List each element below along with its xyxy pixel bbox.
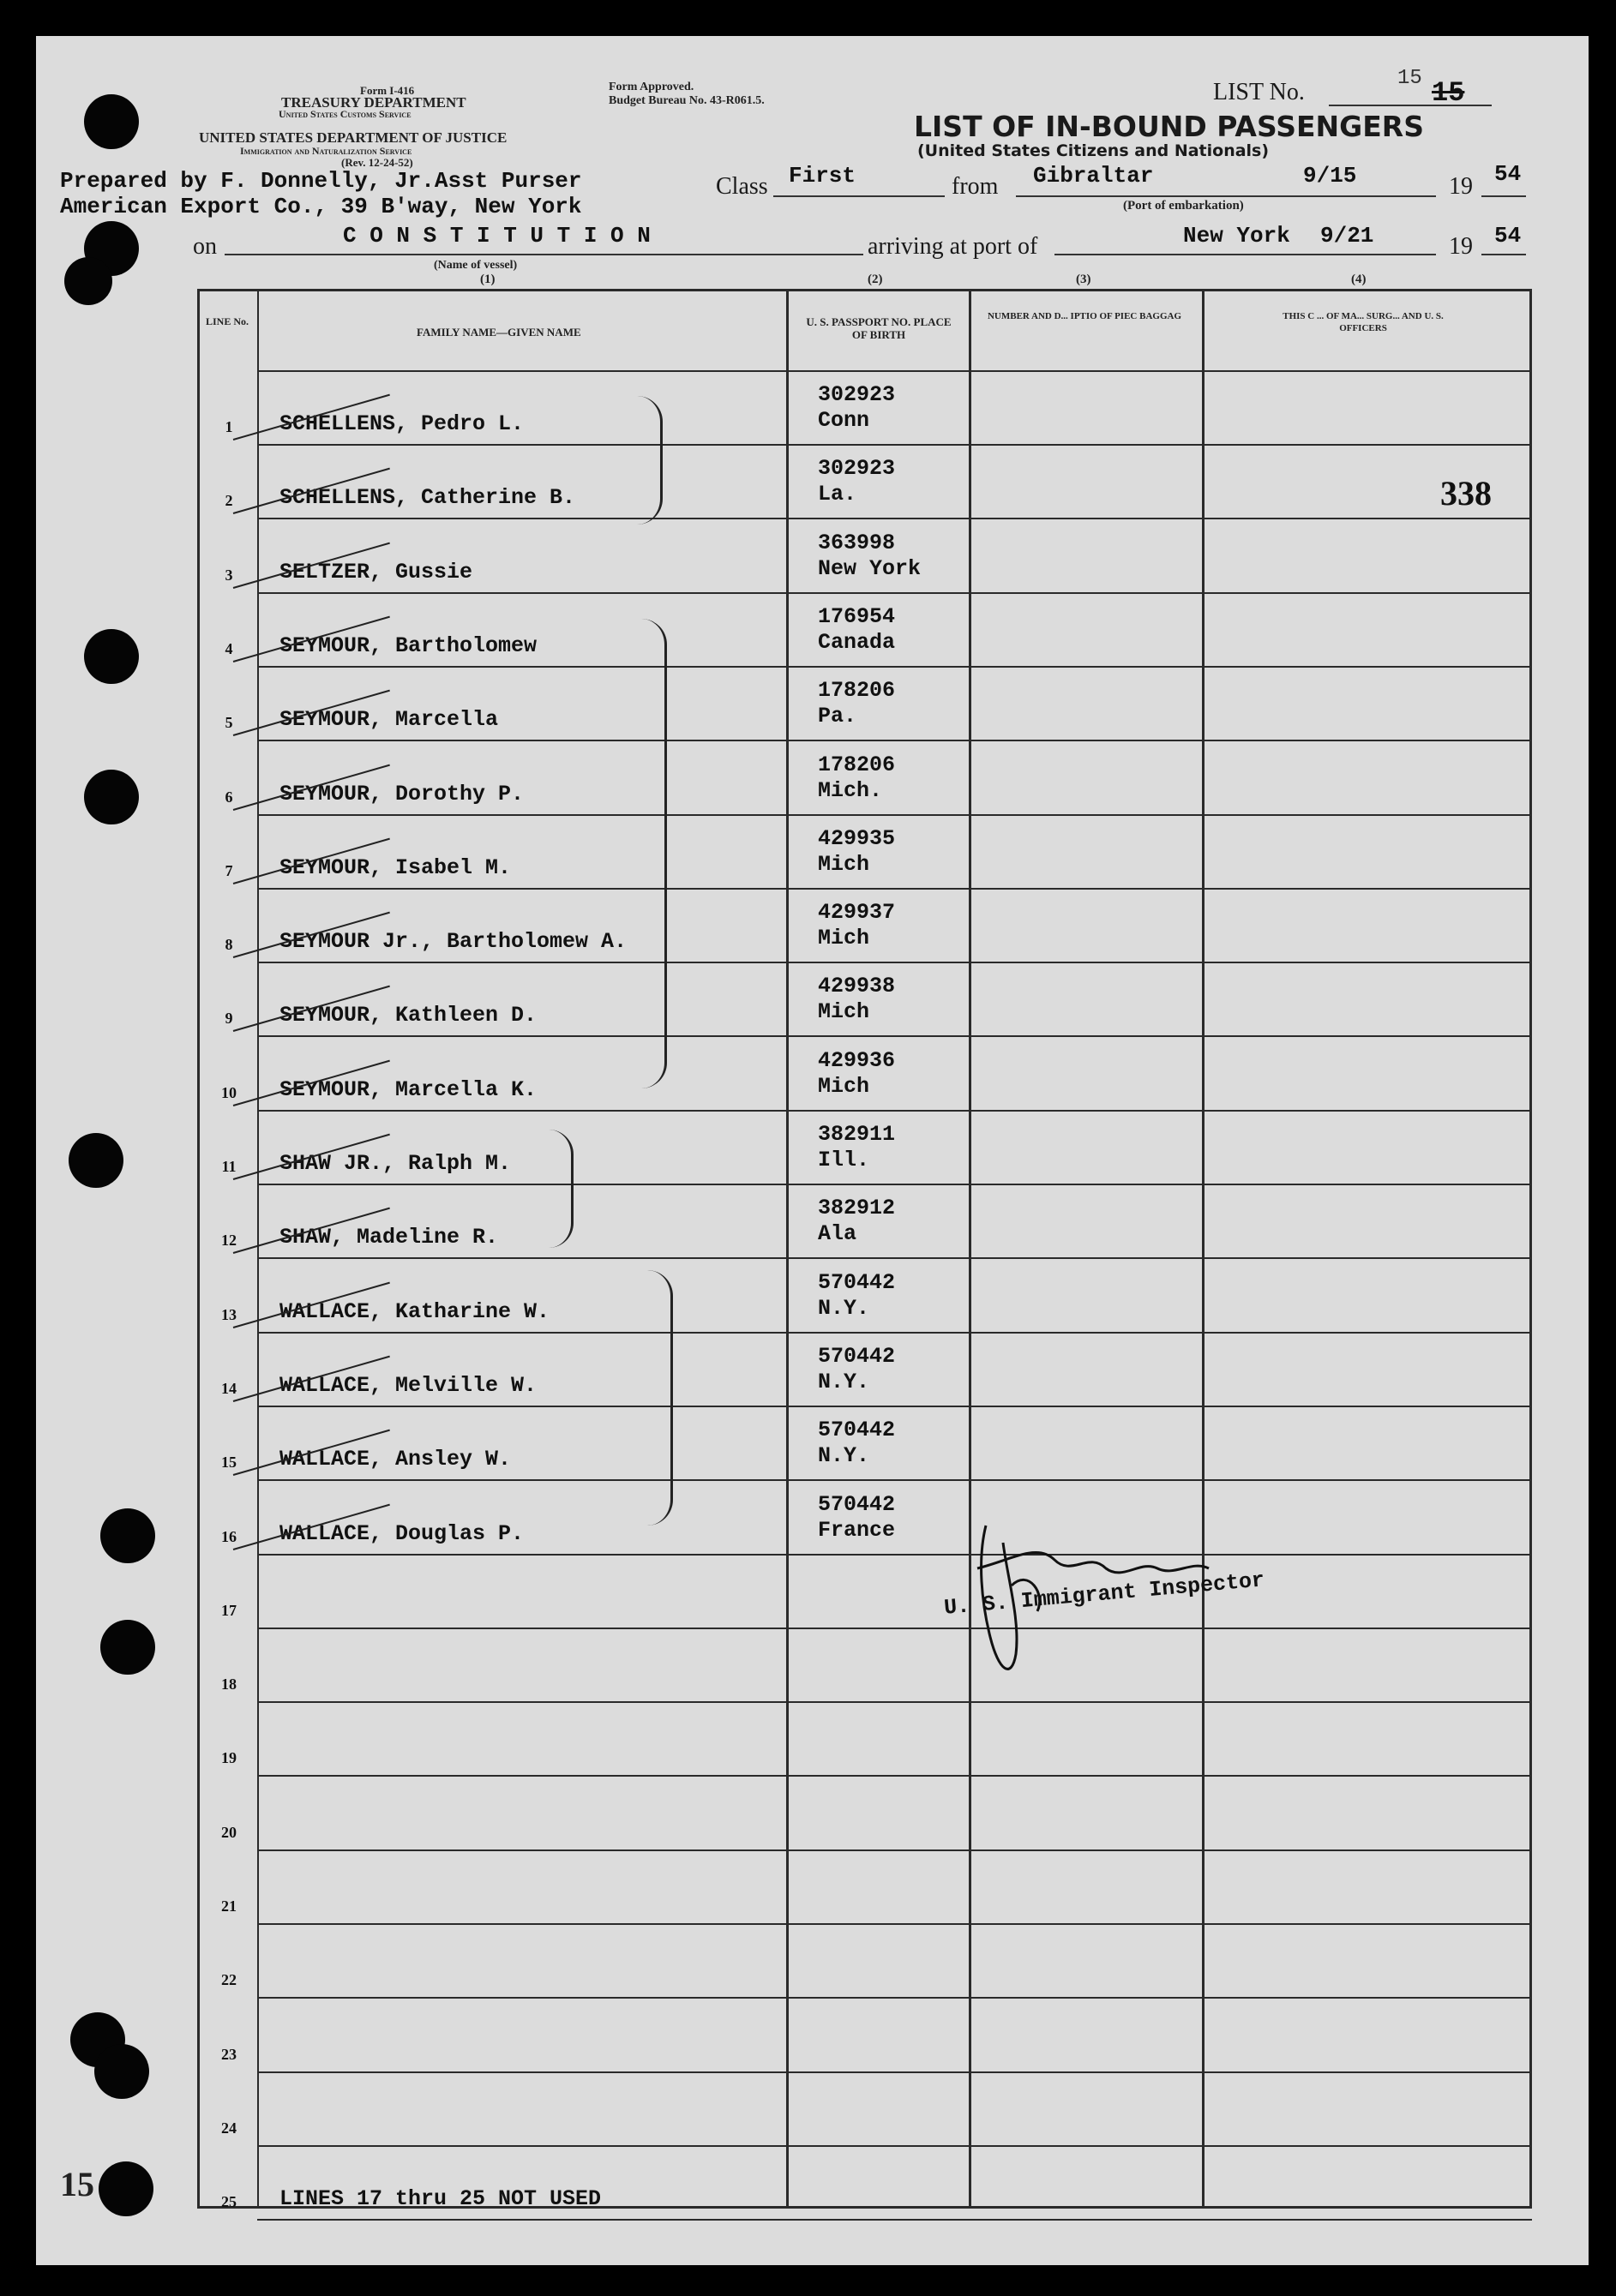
table-row	[197, 1629, 1532, 1703]
line-number: 25	[221, 2193, 237, 2211]
from-underline	[1016, 195, 1436, 197]
passenger-name: SHAW, Madeline R.	[279, 1225, 499, 1250]
line-number: 19	[221, 1749, 237, 1767]
line-number: 21	[221, 1897, 237, 1915]
table-row	[197, 1703, 1532, 1777]
from-date: 9/15	[1303, 163, 1357, 189]
justice-dept: UNITED STATES DEPARTMENT OF JUSTICE	[199, 129, 508, 146]
treasury-dept: TREASURY DEPARTMENT	[281, 94, 466, 111]
handwritten-count: 338	[1440, 474, 1492, 513]
table-row	[197, 1334, 1532, 1407]
margin-number: 15	[60, 2165, 94, 2203]
vessel-name: C O N S T I T U T I O N	[343, 223, 651, 249]
family-bracket	[639, 619, 667, 1088]
passenger-name: WALLACE, Katharine W.	[279, 1298, 550, 1324]
punch-hole	[84, 770, 139, 824]
col2-number: (2)	[868, 273, 883, 286]
passenger-name: SEYMOUR, Kathleen D.	[279, 1003, 538, 1028]
passenger-name: SHAW JR., Ralph M.	[279, 1151, 512, 1176]
place-of-birth: Ala	[818, 1221, 857, 1247]
passenger-name: LINES 17 thru 25 NOT USED	[279, 2186, 602, 2212]
table-row	[197, 446, 1532, 519]
place-of-birth: Pa.	[818, 704, 857, 729]
family-bracket	[549, 1130, 574, 1248]
line-number: 3	[225, 566, 233, 584]
table-row	[197, 1851, 1532, 1925]
passport-number: 570442	[818, 1343, 896, 1369]
place-of-birth: La.	[818, 482, 857, 507]
place-of-birth: Mich.	[818, 777, 883, 803]
passport-number: 429938	[818, 974, 896, 999]
passport-number: 382912	[818, 1196, 896, 1221]
line-number: 12	[221, 1232, 237, 1250]
passport-number: 363998	[818, 530, 896, 555]
passenger-name: WALLACE, Douglas P.	[279, 1520, 525, 1546]
family-bracket	[645, 1270, 673, 1526]
family-bracket	[634, 396, 663, 525]
arrival-year-prefix: 19	[1449, 233, 1473, 260]
line-number: 11	[221, 1158, 237, 1175]
header-family-name: FAMILY NAME—GIVEN NAME	[417, 326, 581, 339]
arrival-port: New York	[1183, 223, 1290, 249]
passenger-name: SEYMOUR, Isabel M.	[279, 854, 512, 880]
budget-bureau: Budget Bureau No. 43-R061.5.	[609, 94, 765, 107]
arrival-year: 54	[1494, 223, 1522, 249]
line-number: 16	[221, 1527, 237, 1545]
class-value: First	[789, 163, 856, 189]
table-row	[197, 1556, 1532, 1629]
passenger-name: SELTZER, Gussie	[279, 559, 473, 584]
from-label: from	[952, 173, 999, 200]
passenger-name: SEYMOUR, Dorothy P.	[279, 781, 525, 806]
form-number: Form I-416	[360, 84, 415, 97]
passenger-name: WALLACE, Melville W.	[279, 1372, 538, 1398]
place-of-birth: N.Y.	[818, 1443, 870, 1469]
passport-number: 429935	[818, 825, 896, 851]
line-number: 23	[221, 2045, 237, 2063]
line-number: 20	[221, 1823, 237, 1841]
passport-number: 178206	[818, 752, 896, 777]
table-row	[197, 520, 1532, 594]
class-label: Class	[716, 173, 768, 200]
place-of-birth: N.Y.	[818, 1369, 870, 1394]
line-number: 24	[221, 2119, 237, 2137]
from-port: Gibraltar	[1033, 163, 1154, 189]
place-of-birth: Mich	[818, 851, 870, 877]
line-number: 22	[221, 1971, 237, 1989]
place-of-birth: Conn	[818, 408, 870, 433]
col4-number: (4)	[1351, 273, 1367, 286]
table-row	[197, 1407, 1532, 1481]
port-embarkation-label: (Port of embarkation)	[1123, 199, 1244, 213]
inspector-signature-label: U. S. Immigrant Inspector	[943, 1568, 1266, 1621]
table-row	[197, 1185, 1532, 1259]
table-row	[197, 668, 1532, 741]
line-number: 15	[221, 1454, 237, 1472]
form-approved: Form Approved.	[609, 81, 694, 93]
arrival-year-underline	[1481, 254, 1526, 255]
passport-number: 570442	[818, 1491, 896, 1517]
passenger-name: SCHELLENS, Pedro L.	[279, 411, 525, 436]
place-of-birth: Mich	[818, 1073, 870, 1099]
table-row	[197, 1112, 1532, 1185]
passport-number: 302923	[818, 456, 896, 482]
prepared-by-line2: American Export Co., 39 B'way, New York	[60, 194, 582, 219]
table-row	[197, 890, 1532, 963]
table-row	[197, 594, 1532, 668]
place-of-birth: N.Y.	[818, 1295, 870, 1321]
line-number: 4	[225, 639, 233, 657]
prepared-by-line1: Prepared by F. Donnelly, Jr.Asst Purser	[60, 168, 582, 194]
passenger-name: SEYMOUR, Marcella	[279, 707, 499, 733]
list-no-underline	[1329, 105, 1492, 106]
line-number: 13	[221, 1305, 237, 1323]
table-row	[197, 1038, 1532, 1112]
header-baggage: NUMBER AND D... IPTIO OF PIEC BAGGAG	[987, 311, 1182, 321]
arrival-date: 9/21	[1320, 223, 1374, 249]
table-row	[197, 816, 1532, 890]
table-row	[197, 1999, 1532, 2073]
place-of-birth: France	[818, 1517, 896, 1543]
vessel-underline	[225, 254, 863, 255]
line-number: 10	[221, 1083, 237, 1101]
customs-service: United States Customs Service	[279, 108, 412, 120]
header-line-no: LINE No.	[206, 315, 249, 327]
passenger-name: WALLACE, Ansley W.	[279, 1447, 512, 1472]
table-row	[197, 372, 1532, 446]
punch-hole	[69, 1133, 123, 1188]
line-number: 7	[225, 861, 233, 879]
list-no-handwritten: 15	[1397, 67, 1422, 90]
passport-number: 178206	[818, 678, 896, 704]
table-row	[197, 1260, 1532, 1334]
place-of-birth: Canada	[818, 629, 896, 655]
passenger-name: SCHELLENS, Catherine B.	[279, 485, 576, 511]
table-row	[197, 1482, 1532, 1556]
line-number: 18	[221, 1676, 237, 1694]
line-number: 8	[225, 936, 233, 954]
line-number: 17	[221, 1601, 237, 1619]
punch-hole	[100, 1508, 155, 1563]
place-of-birth: Mich	[818, 926, 870, 951]
passport-number: 429937	[818, 900, 896, 926]
passenger-name: SEYMOUR, Bartholomew	[279, 632, 538, 658]
from-year-prefix: 19	[1449, 173, 1473, 200]
punch-hole	[84, 629, 139, 684]
header-passport: U. S. PASSPORT NO. PLACE OF BIRTH	[806, 315, 952, 341]
line-number: 6	[225, 788, 233, 806]
place-of-birth: Ill.	[818, 1148, 870, 1172]
table-row	[197, 2073, 1532, 2147]
line-number: 5	[225, 714, 233, 732]
line-number: 2	[225, 492, 233, 510]
list-no-value: 15	[1432, 77, 1465, 109]
passport-number: 382911	[818, 1122, 896, 1147]
inspector-signature	[960, 1508, 1235, 1697]
punch-hole	[84, 94, 139, 149]
document-title: LIST OF IN-BOUND PASSENGERS	[914, 110, 1424, 143]
passenger-name: SEYMOUR, Marcella K.	[279, 1076, 538, 1102]
from-year: 54	[1494, 161, 1522, 187]
arrival-underline	[1054, 254, 1436, 255]
on-label: on	[193, 233, 217, 260]
passport-number: 429936	[818, 1047, 896, 1073]
passport-number: 570442	[818, 1269, 896, 1295]
passenger-name: SEYMOUR Jr., Bartholomew A.	[279, 929, 628, 955]
place-of-birth: New York	[818, 555, 922, 581]
vessel-label: (Name of vessel)	[434, 259, 518, 272]
arriving-label: arriving at port of	[868, 233, 1038, 260]
line-number: 9	[225, 1010, 233, 1028]
line-number: 1	[225, 418, 233, 435]
revision-label: (Rev. 12-24-52)	[341, 156, 413, 169]
header-officers: THIS C ... OF MA... SURG... AND U. S. OFFICERS	[1283, 311, 1444, 333]
table-row	[197, 1777, 1532, 1851]
line-number: 14	[221, 1379, 237, 1397]
table-row	[197, 2147, 1532, 2221]
punch-hole	[94, 2044, 149, 2099]
table-row	[197, 742, 1532, 816]
col1-number: (1)	[480, 273, 496, 286]
col3-number: (3)	[1076, 273, 1091, 286]
passport-number: 176954	[818, 603, 896, 629]
document-subtitle: (United States Citizens and Nationals)	[917, 141, 1270, 160]
class-underline	[773, 195, 945, 197]
year-underline	[1481, 195, 1526, 197]
passport-number: 570442	[818, 1418, 896, 1443]
passport-number: 302923	[818, 382, 896, 407]
table-row	[197, 963, 1532, 1037]
table-row	[197, 1925, 1532, 1999]
ins-label: Immigration and Naturalization Service	[240, 145, 412, 157]
punch-hole	[100, 1620, 155, 1675]
place-of-birth: Mich	[818, 999, 870, 1025]
punch-hole	[99, 2161, 153, 2216]
list-no-label: LIST No.	[1213, 79, 1305, 105]
punch-hole	[64, 257, 112, 305]
